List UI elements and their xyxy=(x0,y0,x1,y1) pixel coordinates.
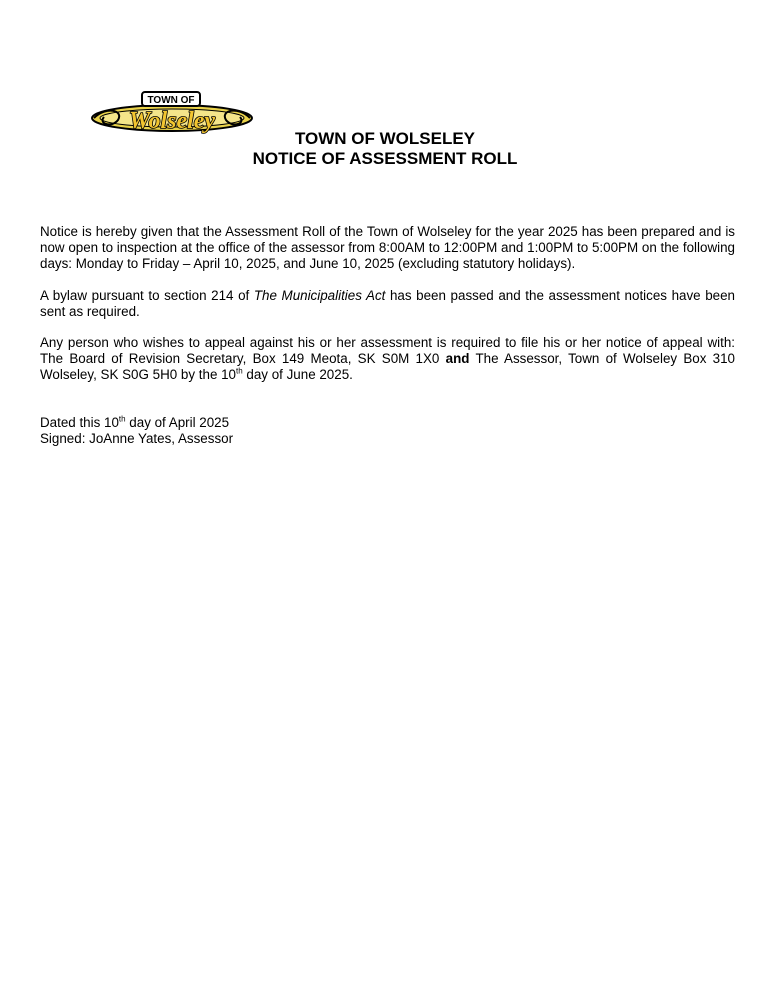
paragraph-inspection xyxy=(40,224,735,272)
paragraph-appeal xyxy=(40,335,735,383)
paragraph-inspection-text: Notice is hereby given that the Assessment Roll of the Town of Wolseley for the year 2025 has been prepared and is now open to inspection at the office of the assessor from 8:00AM to 12:00PM and 1:00PM to 5:00PM on the following days: Monday to Friday – April 10, 2025, and June 10, 2025 (excluding statutory holidays). xyxy=(40,224,735,271)
paragraph-bylaw xyxy=(40,288,735,320)
title-line-1: TOWN OF WOLSELEY xyxy=(294,129,476,148)
title-line-2: NOTICE OF ASSESSMENT ROLL xyxy=(252,149,518,168)
logo-text-top: TOWN OF xyxy=(147,95,195,106)
signed-line: Signed: JoAnne Yates, Assessor xyxy=(40,431,234,446)
dated-before: Dated this 10 xyxy=(40,415,119,430)
appeal-sup: th xyxy=(236,366,243,376)
act-name: The Municipalities Act xyxy=(253,288,386,303)
appeal-text-before: Any person who wishes to appeal against his or her assessment is required to file his or her notice of appeal with: The Board of Revision Secretary, Box 149 Meota, SK S0M 1X0 xyxy=(40,335,735,366)
dated-after: day of April 2025 xyxy=(125,415,230,430)
appeal-text-middle: The Assessor, Town of Wolseley Box 310 Wolseley, SK S0G 5H0 by the 10 xyxy=(40,351,735,382)
appeal-and: and xyxy=(445,351,470,366)
bylaw-text-after: has been passed and the assessment notices have been sent as required. xyxy=(40,288,736,319)
dated-sup: th xyxy=(118,414,126,424)
signature-block xyxy=(40,415,735,447)
appeal-text-after: day of June 2025. xyxy=(242,367,353,382)
logo-text-main: Wolseley xyxy=(128,108,216,134)
bylaw-text-before: A bylaw pursuant to section 214 of xyxy=(40,288,254,303)
notice-title xyxy=(0,129,770,169)
dated-line xyxy=(40,415,735,431)
